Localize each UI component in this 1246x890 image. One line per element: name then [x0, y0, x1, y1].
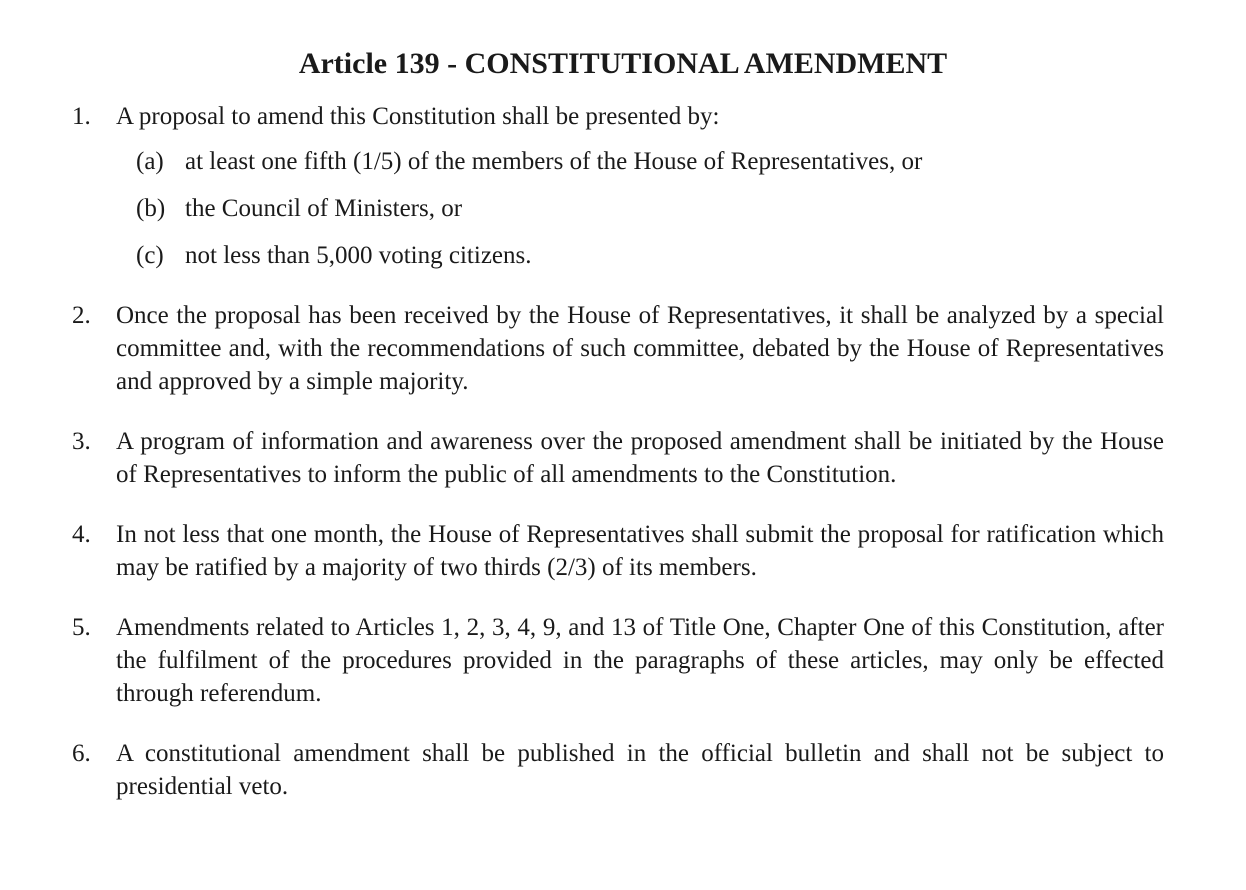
item-text: A proposal to amend this Constitution shall be presented by:	[116, 103, 720, 130]
sub-item-text: the Council of Ministers, or	[185, 195, 463, 222]
item-number: 1.	[72, 103, 91, 130]
item-text: A constitutional amendment shall be published in the official bulletin and shall not be subject to presidential veto.	[116, 740, 1164, 800]
sub-item-marker: (c)	[136, 242, 164, 269]
item-text: Amendments related to Articles 1, 2, 3, 4, 9, and 13 of Title One, Chapter One of this Constitution, after the fulfilment of the procedures provided in the paragraphs of these articles, may only be effected through referendum.	[116, 614, 1164, 707]
item-number: 2.	[72, 302, 91, 329]
sub-item-marker: (a)	[136, 148, 164, 175]
sub-list-item	[116, 145, 1164, 178]
item-number: 5.	[72, 614, 91, 641]
list-item	[0, 100, 1164, 272]
list-item	[0, 611, 1164, 710]
sub-list-item	[116, 192, 1164, 225]
item-text: A program of information and awareness over the proposed amendment shall be initiated by the House of Representatives to inform the public of all amendments to the Constitution.	[116, 428, 1164, 488]
list-item	[0, 299, 1164, 398]
sub-list-item	[116, 239, 1164, 272]
item-number: 4.	[72, 521, 91, 548]
item-number: 3.	[72, 428, 91, 455]
amendment-list	[0, 100, 1246, 803]
article-title: Article 139 - CONSTITUTIONAL AMENDMENT	[298, 47, 948, 80]
list-item	[0, 518, 1164, 584]
list-item	[0, 737, 1164, 803]
sub-item-marker: (b)	[136, 195, 166, 222]
sub-list	[116, 145, 1164, 272]
item-text: In not less that one month, the House of Representatives shall submit the proposal for ratification which may be ratified by a majority of two thirds (2/3) of its members.	[116, 521, 1164, 581]
item-number: 6.	[72, 740, 91, 767]
list-item	[0, 425, 1164, 491]
sub-item-text: not less than 5,000 voting citizens.	[185, 242, 532, 269]
item-text: Once the proposal has been received by the House of Representatives, it shall be analyzed by a special committee and, with the recommendations of such committee, debated by the House of Representatives and approved by a simple majority.	[116, 302, 1164, 395]
sub-item-text: at least one fifth (1/5) of the members of the House of Representatives, or	[185, 148, 923, 175]
